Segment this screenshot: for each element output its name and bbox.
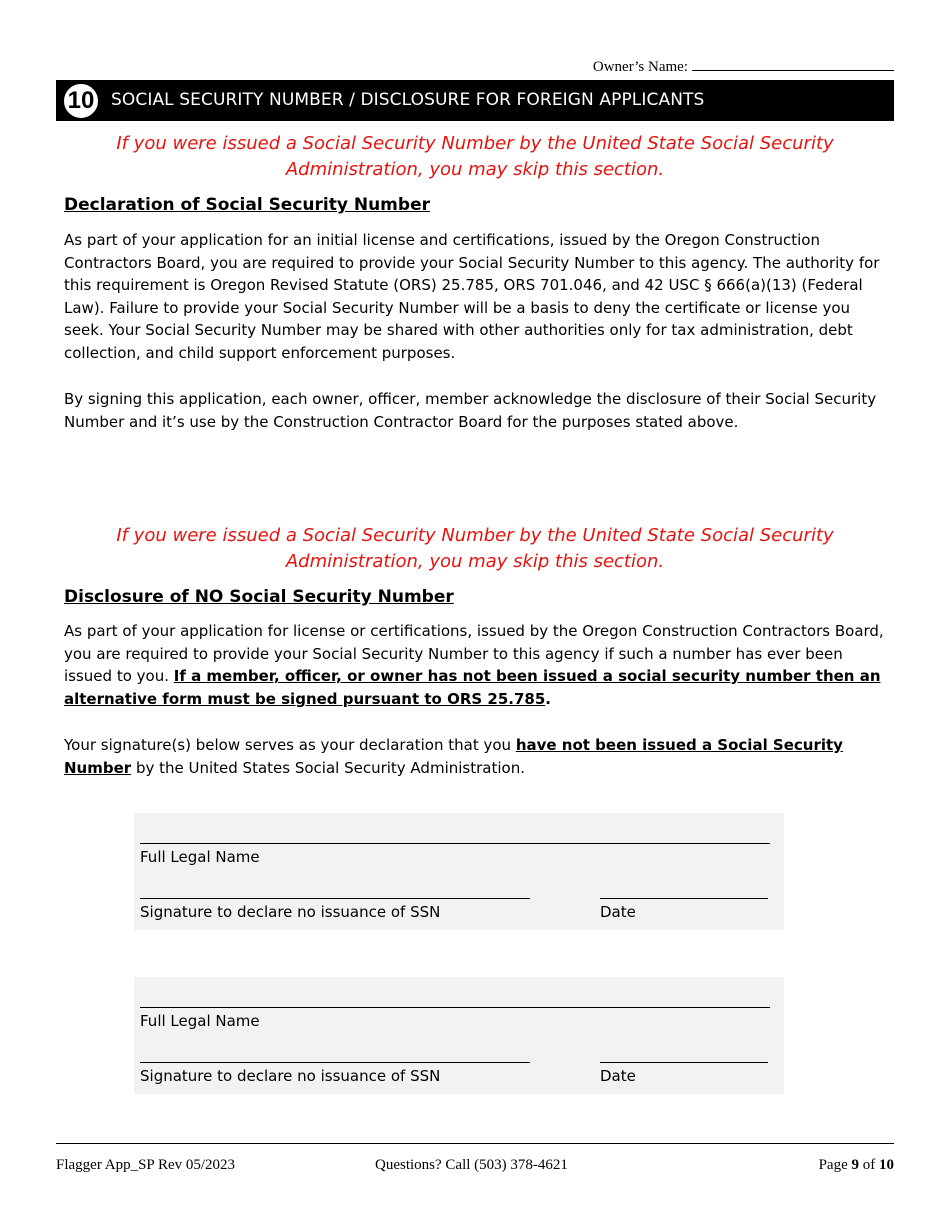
disclosure-paragraph-1	[64, 620, 890, 710]
footer-page-number	[819, 1157, 894, 1174]
disclosure-p2-emphasis: have not been issued a Social Security Number	[64, 736, 843, 777]
declaration-paragraph-2: By signing this application, each owner, officer, member acknowledge the disclosure of their Social Security Number and it’s use by the Construction Contractor Board for the purposes stated above.	[64, 390, 877, 431]
disclosure-p2-start: Your signature(s) below serves as your declaration that you	[64, 736, 516, 754]
signature-block-2	[134, 977, 784, 1094]
signature-label: Signature to declare no issuance of SSN	[140, 1067, 441, 1085]
skip-notice-1-line1: If you were issued a Social Security Number by the United State Social Security	[116, 133, 834, 154]
disclosure-p2-end: by the United States Social Security Administration.	[131, 758, 525, 777]
skip-notice-2-line1: If you were issued a Social Security Number by the United State Social Security	[116, 525, 834, 546]
date-label: Date	[600, 903, 636, 921]
owner-name-line[interactable]	[692, 56, 894, 71]
footer-divider	[56, 1143, 894, 1144]
owner-name-label: Owner’s Name:	[592, 59, 688, 75]
signature-line[interactable]	[140, 898, 530, 899]
skip-notice-1	[56, 131, 894, 183]
signature-label: Signature to declare no issuance of SSN	[140, 903, 441, 921]
skip-notice-2-line2: Administration, you may skip this section.	[285, 551, 665, 572]
date-line[interactable]	[600, 898, 768, 899]
signature-block-1	[134, 813, 784, 930]
section-header-bar	[56, 80, 894, 121]
full-legal-name-label: Full Legal Name	[140, 848, 260, 866]
page-total: 10	[879, 1157, 894, 1173]
skip-notice-1-line2: Administration, you may skip this section.	[285, 159, 665, 180]
full-legal-name-label: Full Legal Name	[140, 1012, 260, 1030]
date-line[interactable]	[600, 1062, 768, 1063]
disclosure-paragraph-2	[64, 734, 890, 779]
disclosure-heading: Disclosure of NO Social Security Number	[64, 587, 454, 607]
signature-line[interactable]	[140, 1062, 530, 1063]
full-legal-name-line[interactable]	[140, 1007, 770, 1008]
skip-notice-2	[56, 523, 894, 575]
full-legal-name-line[interactable]	[140, 843, 770, 844]
date-label: Date	[600, 1067, 636, 1085]
owner-name-field	[593, 56, 894, 76]
disclosure-p1-end: .	[545, 689, 551, 708]
section-number-badge: 10	[62, 82, 100, 120]
footer-questions-phone: Questions? Call (503) 378-4621	[375, 1157, 568, 1173]
page-current: 9	[851, 1157, 859, 1173]
disclosure-p1-text: As part of your application for license or certifications, issued by the Oregon Construction Contractors Board, you are required to provide your Social Security Number to this agency if such a number has ever been issued to you.	[64, 622, 884, 686]
page-of: of	[859, 1157, 879, 1173]
page-prefix: Page	[818, 1157, 852, 1173]
footer-form-id: Flagger App_SP Rev 05/2023	[56, 1157, 236, 1173]
disclosure-p1-emphasis: If a member, officer, or owner has not been issued a social security number then an alternative form must be signed pursuant to ORS 25.785	[64, 667, 881, 708]
declaration-heading: Declaration of Social Security Number	[64, 195, 430, 215]
declaration-paragraph-1: As part of your application for an initial license and certifications, issued by the Oregon Construction Contractors Board, you are required to provide your Social Security Number to this agency. The authority for this requirement is Oregon Revised Statute (ORS) 25.785, ORS 701.046, and 42 USC § 666(a)(13) (Federal Law). Failure to provide your Social Security Number will be a basis to deny the certificate or license you seek. Your Social Security Number may be shared with other authorities only for tax administration, debt collection, and child support enforcement purposes.	[64, 231, 880, 362]
section-title: SOCIAL SECURITY NUMBER / DISCLOSURE FOR FOREIGN APPLICANTS	[111, 90, 705, 110]
